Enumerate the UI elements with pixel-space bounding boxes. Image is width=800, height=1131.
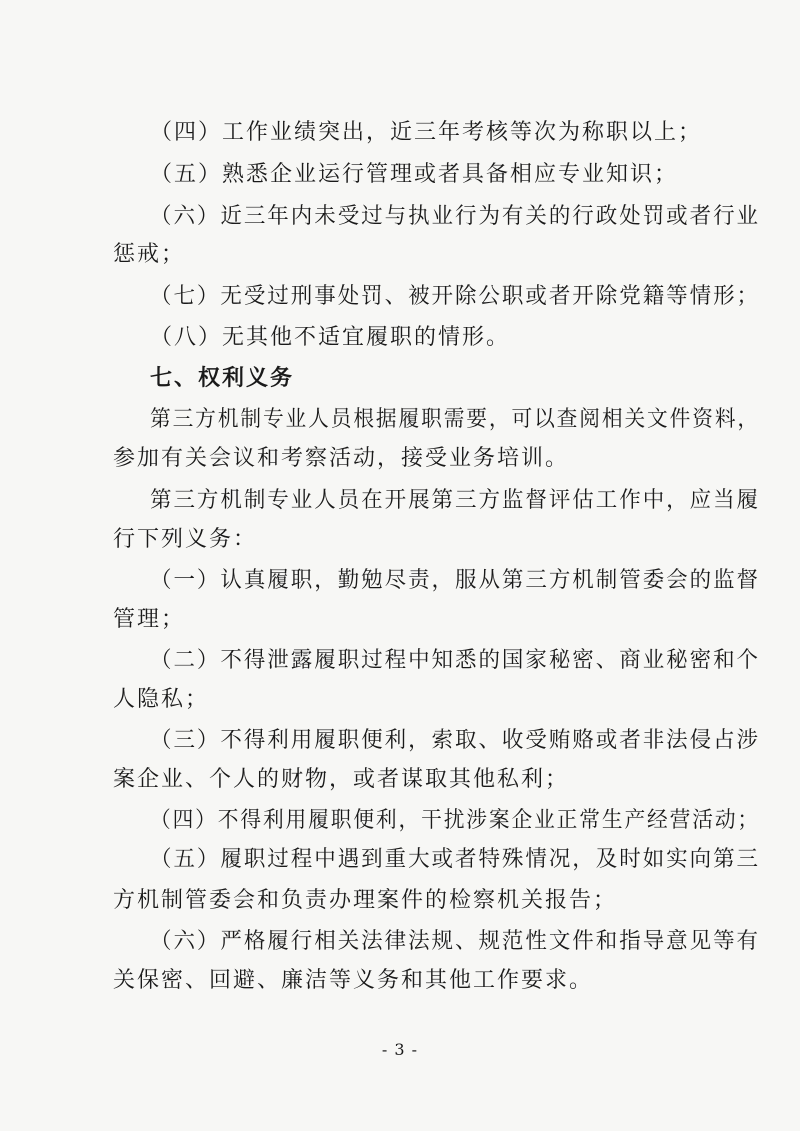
duty-6-cont: 关保密、回避、廉洁等义务和其他工作要求。 (113, 968, 594, 993)
qualification-8: （八）无其他不适宜履职的情形。 (150, 325, 511, 350)
section-heading-rights-duties: 七、权利义务 (150, 366, 295, 391)
duties-intro: 第三方机制专业人员在开展第三方监督评估工作中，应当履 (150, 488, 761, 513)
qualification-6: （六）近三年内未受过与执业行为有关的行政处罚或者行业 (150, 204, 761, 229)
duty-1-cont: 管理； (113, 607, 186, 632)
rights-paragraph: 第三方机制专业人员根据履职需要，可以查阅相关文件资料， (150, 407, 761, 432)
duty-5: （五）履职过程中遇到重大或者特殊情况，及时如实向第三 (150, 847, 761, 872)
qualification-6-cont: 惩戒； (113, 242, 186, 267)
duties-intro-cont: 行下列义务： (113, 527, 258, 552)
duty-4: （四）不得利用履职便利，干扰涉案企业正常生产经营活动； (150, 808, 761, 833)
duty-1: （一）认真履职，勤勉尽责，服从第三方机制管委会的监督 (150, 568, 761, 593)
duty-2: （二）不得泄露履职过程中知悉的国家秘密、商业秘密和个 (150, 648, 761, 673)
duty-5-cont: 方机制管委会和负责办理案件的检察机关报告； (113, 888, 618, 913)
qualification-4: （四）工作业绩突出，近三年考核等次为称职以上； (150, 120, 703, 145)
duty-3-cont: 案企业、个人的财物，或者谋取其他私利； (113, 767, 570, 792)
duty-2-cont: 人隐私； (113, 687, 210, 712)
qualification-5: （五）熟悉企业运行管理或者具备相应专业知识； (150, 162, 679, 187)
duty-3: （三）不得利用履职便利，索取、收受贿赂或者非法侵占涉 (150, 728, 761, 753)
qualification-7: （七）无受过刑事处罚、被开除公职或者开除党籍等情形； (150, 284, 761, 309)
duty-6: （六）严格履行相关法律法规、规范性文件和指导意见等有 (150, 929, 761, 954)
page-number: - 3 - (381, 1040, 419, 1059)
rights-paragraph-cont: 参加有关会议和考察活动，接受业务培训。 (113, 446, 570, 471)
